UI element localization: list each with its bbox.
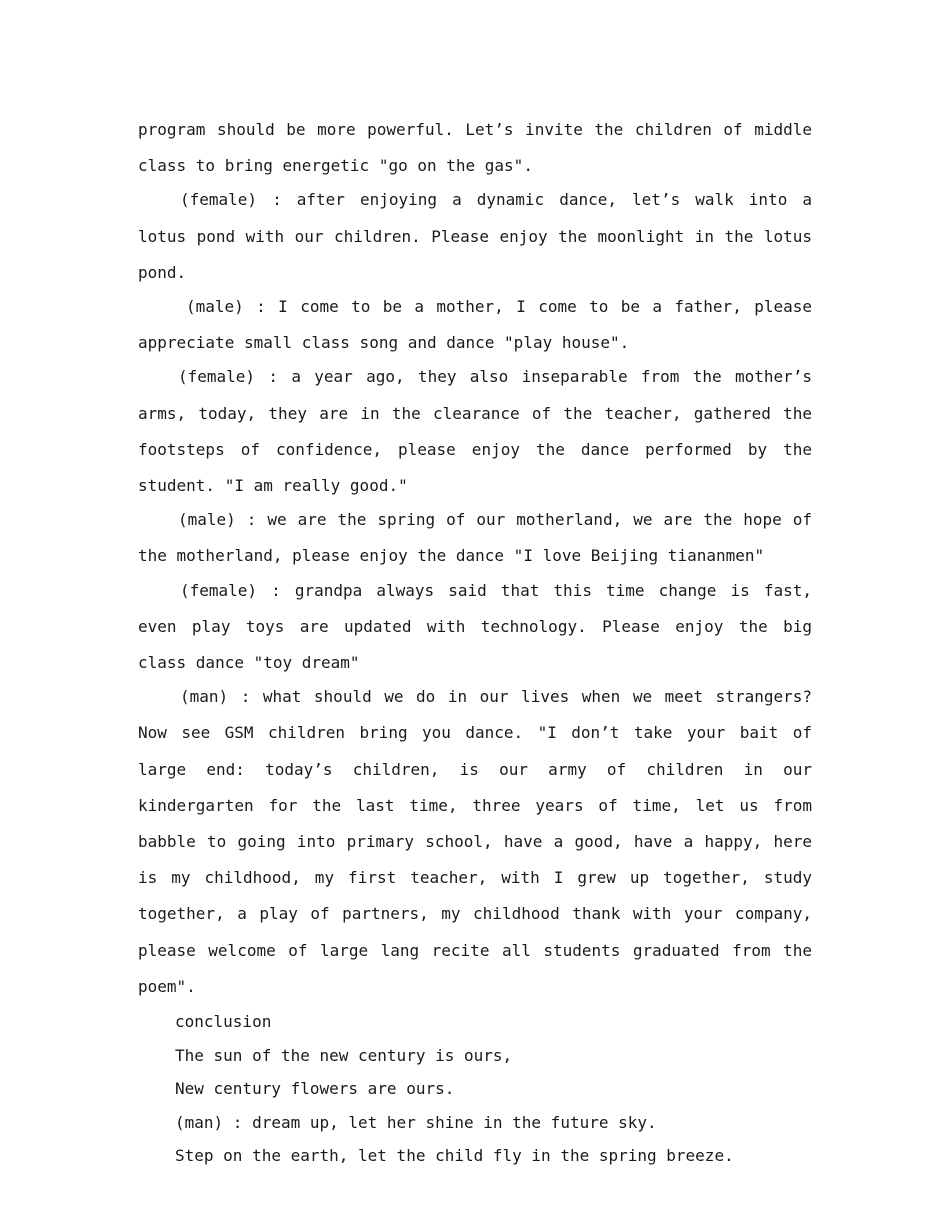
- conclusion-line: (man) : dream up, let her shine in the future sky.: [175, 1112, 657, 1132]
- paragraph: (man) : what should we do in our lives when we meet strangers? Now see GSM children bring you dance. "I don’t take your bait of large end: today’s children, is our army of children in our kindergarten for the last time, three years of time, let us from babble to going into primary school, have a good, have a happy, here is my childhood, my first teacher, with I grew up together, study together, a play of partners, my childhood thank with your company, please welcome of large lang recite all students graduated from the poem".: [138, 687, 812, 996]
- paragraph: program should be more powerful. Let’s invite the children of middle class to bring energetic "go on the gas".: [138, 120, 812, 176]
- paragraph: (male) : we are the spring of our motherland, we are the hope of the motherland, please enjoy the dance "I love Beijing tiananmen": [138, 510, 812, 566]
- conclusion-heading: conclusion: [175, 1012, 272, 1032]
- conclusion-line: New century flowers are ours.: [175, 1079, 455, 1099]
- conclusion-line: The sun of the new century is ours,: [175, 1045, 513, 1065]
- document-body: [138, 112, 812, 1173]
- paragraph: (male) : I come to be a mother, I come to be a father, please appreciate small class song and dance "play house".: [138, 297, 812, 353]
- paragraph: (female) : grandpa always said that this time change is fast, even play toys are updated with technology. Please enjoy the big class dance "toy dream": [138, 580, 812, 673]
- paragraph: (female) : after enjoying a dynamic dance, let’s walk into a lotus pond with our children. Please enjoy the moonlight in the lotus pond.: [138, 190, 812, 282]
- paragraph: (female) : a year ago, they also inseparable from the mother’s arms, today, they are in the clearance of the teacher, gathered the footsteps of confidence, please enjoy the dance performed by the student. "I am really good.": [138, 367, 812, 496]
- conclusion-line: Step on the earth, let the child fly in the spring breeze.: [175, 1146, 734, 1166]
